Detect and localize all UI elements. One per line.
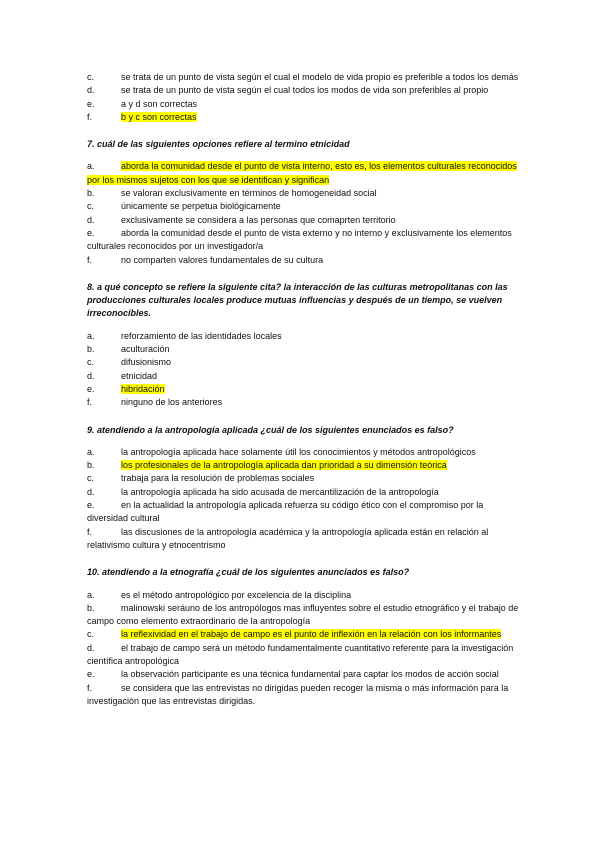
option-letter: d. <box>87 370 95 381</box>
option-letter: d. <box>87 85 95 96</box>
option-letter: d. <box>87 642 95 653</box>
q6-option-c <box>87 71 525 84</box>
option-letter: d. <box>87 486 95 497</box>
q6-option-e <box>87 98 525 111</box>
option-text: en la actualidad la antropología aplicada refuerza su código ético con el compromiso por la diversidad cultural <box>87 500 484 524</box>
option-text: es el método antropológico por excelencia de la disciplina <box>121 589 352 600</box>
option-text: la antropología aplicada hace solamente útil los conocimientos y métodos antropológicos <box>121 446 476 457</box>
q8-option-a <box>87 330 525 343</box>
option-text: el trabajo de campo será un método fundamentalmente cuantitativo referente para la investigación científica antropológica <box>87 642 514 666</box>
q8-option-f <box>87 396 525 409</box>
option-letter: e. <box>87 227 95 238</box>
q9-option-d <box>87 486 525 499</box>
question-10: 10. atendiendo a la etnografía ¿cuál de los siguientes anunciados es falso? <box>87 567 410 578</box>
q8-option-c <box>87 356 525 369</box>
option-letter: a. <box>87 446 95 457</box>
q10-option-c <box>87 628 525 641</box>
q6-option-f <box>87 111 525 124</box>
q10-option-d <box>87 642 525 669</box>
q10-option-a <box>87 589 525 602</box>
option-letter: b. <box>87 460 95 471</box>
option-text: etnicidad <box>121 370 158 381</box>
option-text: se considera que las entrevistas no dirigidas pueden recoger la misma o más información para la investigación que las entrevistas dirigidas. <box>87 682 509 706</box>
option-text: se valoran exclusivamente en términos de homogeneidad social <box>121 188 377 199</box>
option-text: ninguno de los anteriores <box>121 397 223 408</box>
option-text: se trata de un punto de vista según el cual todos los modos de vida son preferibles al propio <box>121 85 489 96</box>
q8-option-e <box>87 383 525 396</box>
q7-option-e <box>87 227 525 254</box>
document-content <box>87 71 525 708</box>
option-text: se trata de un punto de vista según el cual el modelo de vida propio es preferible a todos los demás <box>121 72 519 82</box>
q9-option-c <box>87 472 525 485</box>
option-letter: e. <box>87 500 95 511</box>
highlighted-answer: la reflexividad en el trabajo de campo es el punto de inflexión en la relación con los informantes <box>121 629 502 640</box>
option-letter: e. <box>87 669 95 680</box>
option-letter: a. <box>87 589 95 600</box>
highlighted-answer: hibridación <box>121 383 165 394</box>
q8-option-d <box>87 370 525 383</box>
option-text: exclusivamente se considera a las personas que comaprten territorio <box>121 214 396 225</box>
option-letter: c. <box>87 629 95 640</box>
option-letter: e. <box>87 383 95 394</box>
question-9: 9. atendiendo a la antropología aplicada ¿cuál de los siguientes enunciados es falso? <box>87 424 454 435</box>
highlighted-answer: aborda la comunidad desde el punto de vista interno, esto es, los elementos culturales reconocidos por los mismos sujetos con los que se identifican y significan <box>87 161 517 185</box>
option-letter: a. <box>87 330 95 341</box>
q7-option-f <box>87 254 525 267</box>
question-8: 8. a qué concepto se refiere la siguiente cita? la interacción de las culturas metropolitanas con las producciones culturales locales produce mutuas influencias y después de un tiempo, se vuelven irreconocibles. <box>87 281 508 319</box>
q7-option-d <box>87 214 525 227</box>
option-letter: f. <box>87 526 93 537</box>
option-letter: c. <box>87 72 95 82</box>
option-letter: b. <box>87 188 95 199</box>
q10-option-b <box>87 602 525 629</box>
option-text: la observación participante es una técnica fundamental para captar los modos de acción social <box>121 669 499 680</box>
q10-option-f <box>87 682 525 709</box>
option-letter: c. <box>87 201 95 212</box>
option-text: aborda la comunidad desde el punto de vista externo y no interno y exclusivamente los elementos culturales reconocidos por un investigador/a <box>87 227 512 252</box>
option-letter: c. <box>87 473 95 484</box>
q9-option-f <box>87 526 525 553</box>
option-letter: f. <box>87 682 93 693</box>
question-7: 7. cuál de las siguientes opciones refiere al termino etnicidad <box>87 139 350 150</box>
q7-option-b <box>87 187 525 200</box>
option-text: malinowski seráuno de los antropólogos mas influyentes sobre el estudio etnográfico y el trabajo de campo como elemento extraordinario de la antropología <box>87 602 519 627</box>
q10-option-e <box>87 668 525 681</box>
highlighted-answer: b y c son correctas <box>121 111 197 122</box>
option-text: reforzamiento de las identidades locales <box>121 330 282 341</box>
option-letter: f. <box>87 111 93 122</box>
q7-option-a <box>87 160 525 187</box>
q9-option-a <box>87 446 525 459</box>
option-text: las discusiones de la antropología académica y la antropología aplicada están en relación al relativismo cultura y etnocentrismo <box>87 526 489 550</box>
option-letter: b. <box>87 602 95 613</box>
q7-option-c <box>87 200 525 213</box>
option-text: a y d son correctas <box>121 98 198 109</box>
option-letter: e. <box>87 98 95 109</box>
option-letter: f. <box>87 254 93 265</box>
q9-option-e <box>87 499 525 526</box>
q6-option-d <box>87 84 525 97</box>
option-text: difusionismo <box>121 357 172 368</box>
q9-option-b <box>87 459 525 472</box>
option-text: no comparten valores fundamentales de su cultura <box>121 254 324 265</box>
option-letter: d. <box>87 214 95 225</box>
q8-option-b <box>87 343 525 356</box>
option-letter: a. <box>87 161 95 172</box>
highlighted-answer: los profesionales de la antropología aplicada dan prioridad a su dimensión teórica <box>121 460 447 471</box>
option-text: aculturación <box>121 344 170 355</box>
option-text: la antropología aplicada ha sido acusada de mercantilización de la antropología <box>121 486 439 497</box>
option-letter: c. <box>87 357 95 368</box>
option-text: trabaja para la resolución de problemas sociales <box>121 473 315 484</box>
option-letter: b. <box>87 344 95 355</box>
option-text: únicamente se perpetua biológicamente <box>121 201 281 212</box>
option-letter: f. <box>87 397 93 408</box>
